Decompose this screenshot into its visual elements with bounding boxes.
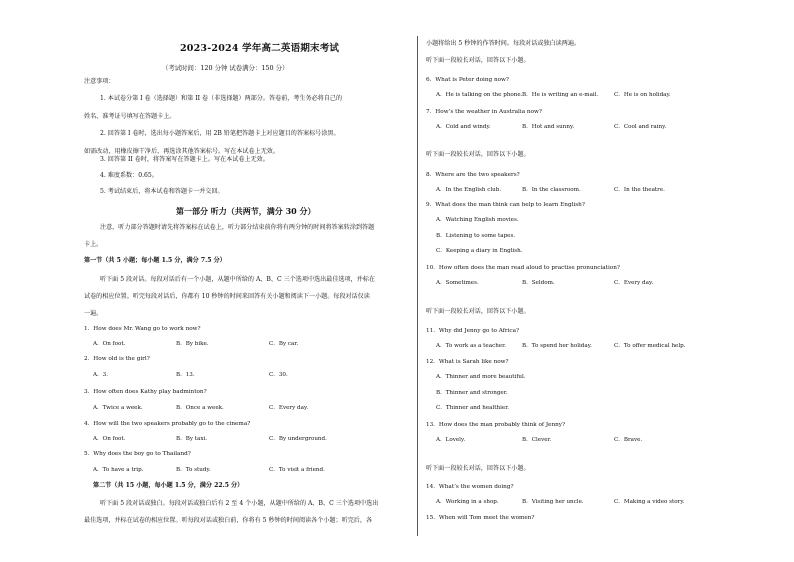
section1-heading: 第一节（共 5 小题；每小题 1.5 分，满分 7.5 分） <box>84 257 226 264</box>
section2-heading: 第二节（共 15 小题，每小题 1.5 分，满分 22.5 分） <box>93 482 244 489</box>
exam-title: 2023-2024 学年高二英语期末考试 <box>180 43 340 54</box>
left-column <box>84 0 412 562</box>
option-a: A．He is talking on the phone. <box>436 92 523 98</box>
option-a: A．3. <box>93 372 108 378</box>
option-c: C．Every day. <box>269 405 309 411</box>
section2-instr-line: 最佳选项，并标在试卷的相应位置。听每段对话或独白前，你将有 5 秒钟的时间阅读各个小题；听完后，各 <box>84 517 373 524</box>
option-a: A．Working in a shop. <box>436 499 499 505</box>
option-c: C．Keeping a diary in English. <box>436 248 523 254</box>
part1-heading: 第一部分 听力（共两节，满分 30 分） <box>176 206 316 216</box>
note-line: 2. 回答第 I 卷时，选出每小题答案后，用 2B 铅笔把答题卡上对应题目的答案标号涂黑。 <box>100 130 340 137</box>
section2-instr-continued: 小题将给出 5 秒钟的作答时间。每段对话或独白读两遍。 <box>426 40 581 47</box>
option-c: C．By car. <box>269 341 299 347</box>
question-1: 1．How does Mr. Wang go to work now? <box>84 326 201 332</box>
option-c: C．He is on holiday. <box>614 92 671 98</box>
section1-instr-line: 一遍。 <box>84 310 103 317</box>
option-a: A．Sometimes. <box>436 280 479 286</box>
notes-heading: 注意事项： <box>84 78 115 85</box>
option-c: C．Making a video story. <box>614 499 685 505</box>
listen-instruction: 听下面一段较长对话，回答以下小题。 <box>426 57 530 64</box>
option-b: B．Seldom. <box>522 280 555 286</box>
question-15: 15．When will Tom meet the women? <box>426 515 535 521</box>
option-b: B．13. <box>176 372 195 378</box>
option-b: B．Visiting her uncle. <box>522 499 584 505</box>
question-12: 12．What is Sarah like now? <box>426 359 509 365</box>
question-7: 7．How’s the weather in Australia now? <box>426 109 542 115</box>
option-a: A．In the English club. <box>436 187 502 193</box>
option-b: B．He is writing an e-mail. <box>522 92 599 98</box>
option-c: C．In the theatre. <box>614 187 665 193</box>
question-10: 10．How often does the man read aloud to practise pronunciation? <box>426 265 620 271</box>
option-b: B．In the classroom. <box>522 187 581 193</box>
option-c: C．Cool and rainy. <box>614 124 667 130</box>
question-11: 11．Why did Jenny go to Africa? <box>426 328 520 334</box>
question-14: 14．What’s the women doing? <box>426 484 514 490</box>
option-c: C．Brave. <box>614 437 643 443</box>
right-column <box>426 0 726 562</box>
note-line: 如需改动，用橡皮擦干净后，再选涂其他答案标号。写在本试卷上无效。 <box>84 148 279 155</box>
option-c: C．To visit a friend. <box>269 467 325 473</box>
option-a: A．On foot. <box>93 436 126 442</box>
exam-subtitle: （考试时间：120 分钟 试卷满分：150 分） <box>162 64 289 72</box>
option-b: B．Once a week. <box>176 405 224 411</box>
note-line: 4. 难度系数：0.65。 <box>100 172 158 179</box>
option-a: A．Lovely. <box>436 437 466 443</box>
option-a: A．To have a trip. <box>93 467 144 473</box>
option-a: A．Watching English movies. <box>436 217 519 223</box>
note-line: 5. 考试结束后，将本试卷和答题卡一并交回。 <box>100 188 224 195</box>
section1-instr-line: 试卷的相应位置。听完每段对话后，你都有 10 秒钟的时间来回答有关小题和阅读下一小题。每段对话仅读 <box>84 293 370 300</box>
listen-instruction: 听下面一段较长对话，回答以下小题。 <box>426 151 530 158</box>
option-c: C．Every day. <box>614 280 654 286</box>
question-2: 2．How old is the girl? <box>84 356 150 362</box>
part1-note-line: 卡上。 <box>84 241 103 248</box>
option-a: A．To work as a teacher. <box>436 343 506 349</box>
option-c: C．To offer medical help. <box>614 343 686 349</box>
option-b: B．Clever. <box>522 437 552 443</box>
note-line: 姓名、准考证号填写在答题卡上。 <box>84 113 176 120</box>
option-a: A．On foot. <box>93 341 126 347</box>
option-c: C．Thinner and healthier. <box>436 405 510 411</box>
section2-instr-line: 听下面 5 段对话或独白。每段对话或独白后有 2 至 4 个小题，从题中所给的 A、B、C 三个选项中选出 <box>100 500 379 507</box>
question-3: 3．How often does Kathy play badminton? <box>84 389 207 395</box>
listen-instruction: 听下面一段较长对话，回答以下小题。 <box>426 308 530 315</box>
option-a: A．Thinner and more beautiful. <box>436 374 526 380</box>
question-5: 5．Why does the boy go to Thailand? <box>84 451 191 457</box>
note-line: 3. 回答第 II 卷时，将答案写在答题卡上。写在本试卷上无效。 <box>100 156 269 163</box>
option-c: C．By underground. <box>269 436 327 442</box>
option-b: B．Hot and sunny. <box>522 124 575 130</box>
listen-instruction: 听下面一段较长对话，回答以下小题。 <box>426 465 530 472</box>
question-6: 6．What is Peter doing now? <box>426 77 509 83</box>
column-divider <box>417 36 418 536</box>
option-b: B．By bike. <box>176 341 209 347</box>
question-13: 13．How does the man probably think of Jenny? <box>426 422 566 428</box>
question-4: 4．How will the two speakers probably go to the cinema? <box>84 421 251 427</box>
option-b: B．By taxi. <box>176 436 208 442</box>
section1-instr-line: 听下面 5 段对话。每段对话后有一个小题，从题中所给的 A、B、C 三个选项中选出最佳选项，并标在 <box>100 276 376 283</box>
option-a: A．Twice a week. <box>93 405 143 411</box>
option-c: C．30. <box>269 372 288 378</box>
question-8: 8．Where are the two speakers? <box>426 172 520 178</box>
option-b: B．To spend her holiday. <box>522 343 592 349</box>
question-9: 9．What does the man think can help to learn English? <box>426 202 585 208</box>
option-b: B．Listening to some tapes. <box>436 233 516 239</box>
option-b: B．Thinner and stronger. <box>436 390 508 396</box>
option-b: B．To study. <box>176 467 211 473</box>
part1-note-line: 注意，听力部分答题时请先将答案标在试卷上，听力部分结束前你将有两分钟的时间将答案转涂到答题 <box>100 224 375 231</box>
option-a: A．Cold and windy. <box>436 124 491 130</box>
note-line: 1. 本试卷分第 I 卷（选择题）和第 II 卷（非选择题）两部分。答卷前，考生务必将自己的 <box>100 95 343 102</box>
